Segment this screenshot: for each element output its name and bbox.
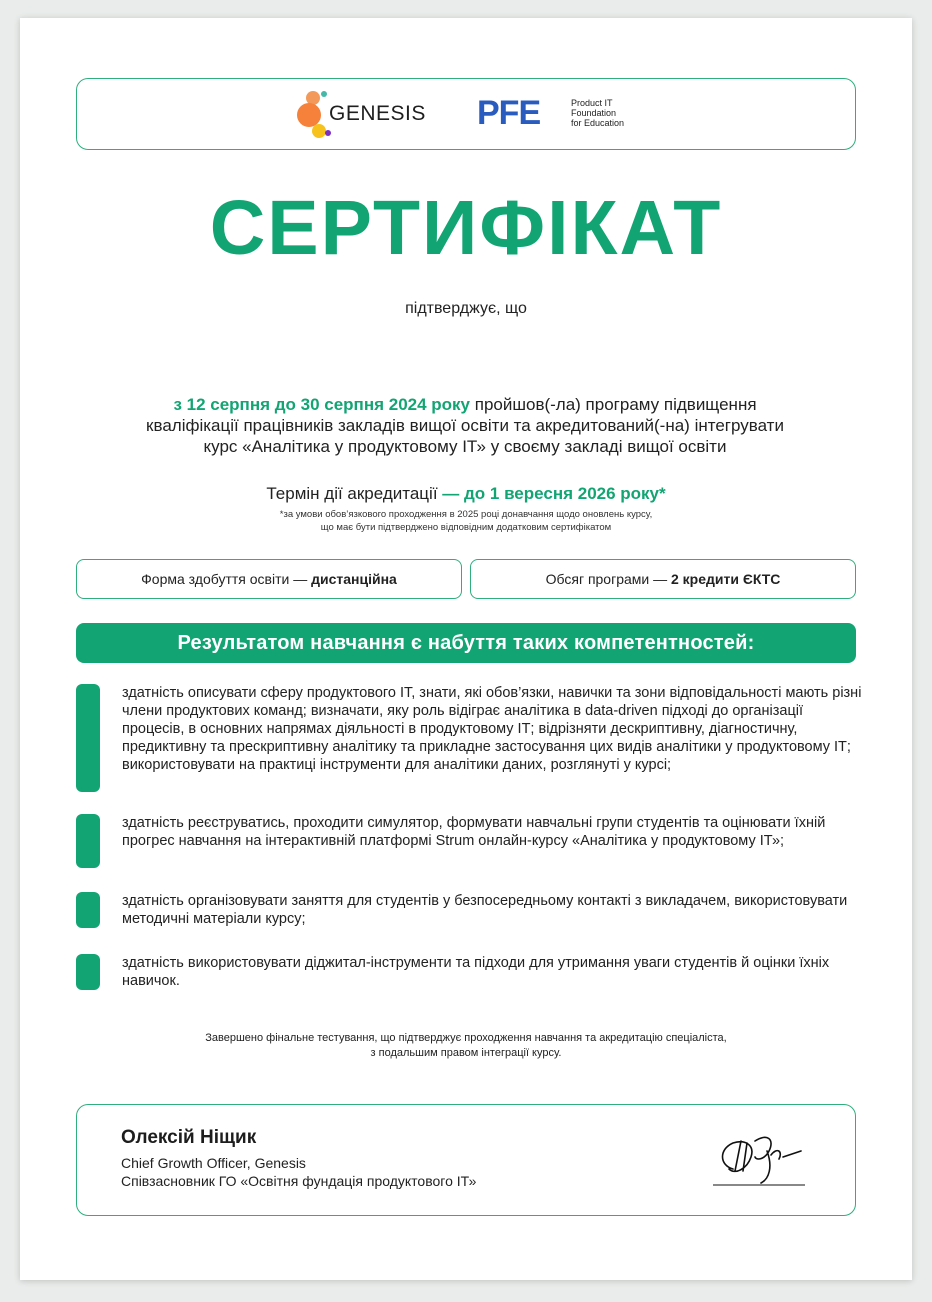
signer-role: Chief Growth Officer, Genesis <box>121 1155 306 1171</box>
pfe-caption-line: Foundation <box>571 108 617 118</box>
pfe-logo <box>477 95 647 135</box>
pfe-caption-line: for Education <box>571 118 625 128</box>
pfe-caption <box>571 98 624 128</box>
pfe-caption-line: Product IT <box>571 98 613 108</box>
closing-note <box>20 1031 912 1061</box>
program-volume-label: Обсяг програми — <box>545 571 668 587</box>
statement-line-2: кваліфікації працівників закладів вищої освіти та акредитований(-на) інтегрувати <box>146 416 784 435</box>
signature-image <box>711 1121 821 1191</box>
education-form-value: дистанційна <box>311 571 397 587</box>
footnote-line-2: що має бути підтверджено відповідним додатковим сертифікатом <box>320 522 612 533</box>
statement-line-1-rest: пройшов(-ла) програму підвищення <box>470 395 757 414</box>
statement-line-3: курс «Аналітика у продуктовому ІТ» у своєму закладі вищої освіти <box>203 437 727 456</box>
signer-name: Олексій Ніщик <box>121 1127 257 1148</box>
certificate-page <box>20 18 912 1280</box>
competency-marker <box>76 954 100 990</box>
genesis-logo <box>295 89 431 143</box>
genesis-wordmark: GENESIS <box>329 102 426 125</box>
competency-marker <box>76 892 100 928</box>
signer-organization: Співзасновник ГО «Освітня фундація продуктового ІТ» <box>121 1173 477 1189</box>
competency-text: здатність описувати сферу продуктового ІТ, знати, які обов’язки, навички та зони відповідальності мають різні члени продуктових команд; визначати, яку роль відіграє аналітика в data-driven підході до організації процесів, в основних напрямах діяльності в продуктовому ІТ; відрізняти дескриптивну, діагностичну, предиктивну та прескриптивну аналітику та прикладне застосування цих видів аналітики у продуктовому ІТ; використовувати на практиці інструменти для аналітики даних, розглянуті у курсі; <box>122 685 862 773</box>
competency-text: здатність використовувати діджитал-інструменти та підходи для утримання уваги студентів й оцінки їхніх навичок. <box>122 955 830 989</box>
statement-line-1 <box>76 394 854 415</box>
closing-line-1: Завершено фінальне тестування, що підтверджує проходження навчання та акредитацію спеціаліста, <box>205 1032 727 1044</box>
course-period: з 12 серпня до 30 серпня 2024 року <box>173 395 471 414</box>
program-volume-box <box>470 559 856 599</box>
logos-header <box>76 78 856 150</box>
footnote-line-1: *за умови обов’язкового проходження в 2025 році донавчання щодо оновлень курсу, <box>279 509 653 520</box>
competency-marker <box>76 684 100 792</box>
competency-text: здатність реєструватись, проходити симулятор, формувати навчальні групи студентів та оцінювати їхній прогрес навчання на інтерактивній платформі Strum онлайн-курсу «Аналітика у продуктовому ІТ»; <box>122 815 826 849</box>
accreditation-footnote <box>20 508 912 534</box>
accreditation-term <box>20 484 912 504</box>
results-heading: Результатом навчання є набуття таких компетентностей: <box>76 623 856 663</box>
main-statement <box>76 394 854 457</box>
certificate-title: СЕРТИФІКАТ <box>209 185 723 271</box>
education-form-box <box>76 559 462 599</box>
competency-text: здатність організовувати заняття для студентів у безпосередньому контакті з викладачем, використовувати методичні матеріали курсу; <box>122 893 848 927</box>
program-volume-value: 2 кредити ЄКТС <box>671 571 781 587</box>
education-form-label: Форма здобуття освіти — <box>141 571 308 587</box>
accreditation-dash: — <box>437 484 464 503</box>
signature-block <box>76 1104 856 1216</box>
accreditation-value: до 1 вересня 2026 року* <box>464 484 666 503</box>
pfe-mark: PFE <box>477 94 541 132</box>
competency-marker <box>76 814 100 868</box>
accreditation-label: Термін дії акредитації <box>266 484 438 503</box>
confirms-text: підтверджує, що <box>405 300 527 317</box>
closing-line-2: з подальшим правом інтеграції курсу. <box>370 1047 562 1059</box>
